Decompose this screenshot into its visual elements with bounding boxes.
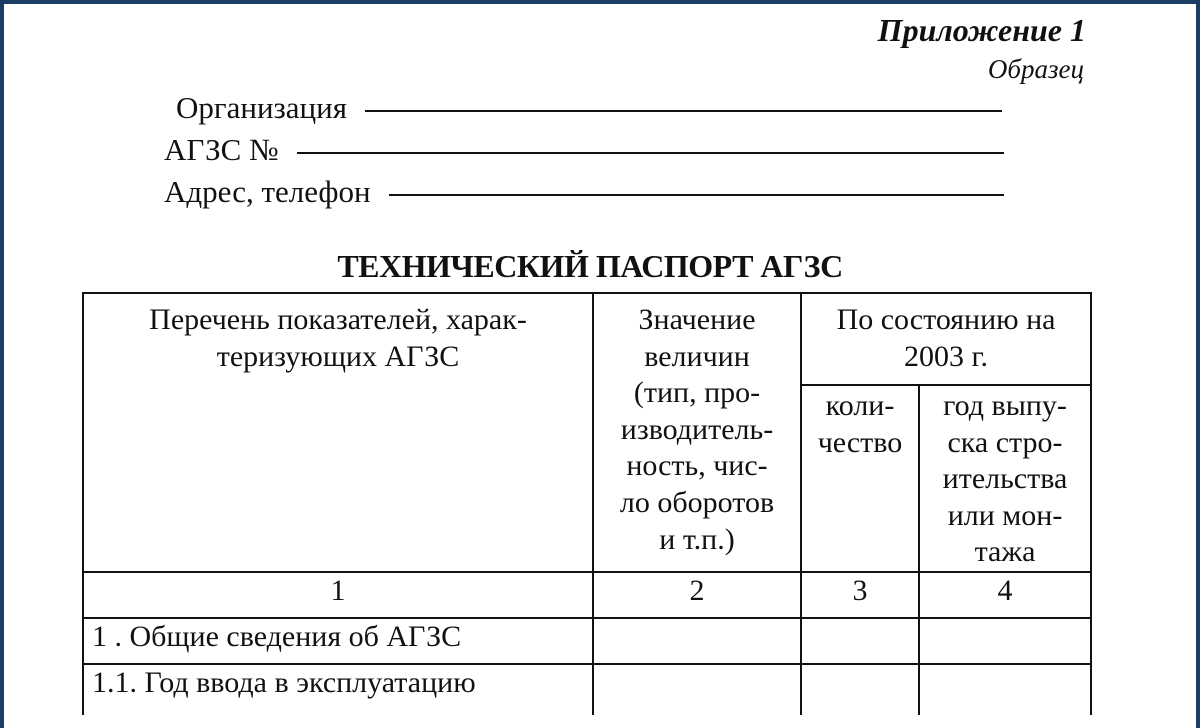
agzs-number-blank-line (297, 152, 1004, 154)
table-cell (919, 664, 1091, 715)
col1-header (83, 293, 593, 572)
table-header-row (83, 293, 1091, 385)
row-commissioning-year: 1.1. Год ввода в эксплуатацию (83, 664, 593, 715)
agzs-number-label: АГЗС № (164, 132, 279, 167)
col1-header-text: Перечень показателей, харак- теризующих АГЗС (149, 303, 527, 373)
column-number-1: 1 (83, 572, 593, 618)
address-phone-label: Адрес, телефон (164, 174, 371, 209)
organization-field (176, 90, 1002, 130)
table-cell (919, 618, 1091, 664)
col2-header (593, 293, 801, 572)
table-row (83, 664, 1091, 715)
address-phone-field (164, 174, 1004, 214)
col4-header-text: год выпу- ска стро- ительства или мон- тажа (942, 389, 1068, 569)
organization-blank-line (365, 110, 1002, 112)
agzs-number-field (164, 132, 1004, 172)
column-number-2: 2 (593, 572, 801, 618)
appendix-label: Приложение 1 (877, 12, 1086, 48)
col2-header-text: Значение величин (тип, про- изводитель- ность, чис- ло оборотов и т.п.) (619, 303, 775, 556)
state-header (801, 293, 1091, 385)
col3-header (801, 385, 919, 572)
table-cell (801, 664, 919, 715)
row-general-info: 1 . Общие сведения об АГЗС (83, 618, 593, 664)
column-number-row (83, 572, 1091, 618)
table-cell (593, 664, 801, 715)
column-number-3: 3 (801, 572, 919, 618)
document-title: ТЕХНИЧЕСКИЙ ПАСПОРТ АГЗС (337, 248, 843, 284)
passport-table (82, 292, 1092, 715)
table-cell (801, 618, 919, 664)
table-cell (593, 618, 801, 664)
sample-label: Образец (987, 54, 1084, 84)
table-row (83, 618, 1091, 664)
address-phone-blank-line (389, 194, 1004, 196)
organization-label: Организация (176, 90, 347, 125)
col4-header (919, 385, 1091, 572)
col3-header-text: коли- чество (817, 389, 903, 459)
column-number-4: 4 (919, 572, 1091, 618)
state-header-text: По состоянию на 2003 г. (836, 303, 1056, 373)
